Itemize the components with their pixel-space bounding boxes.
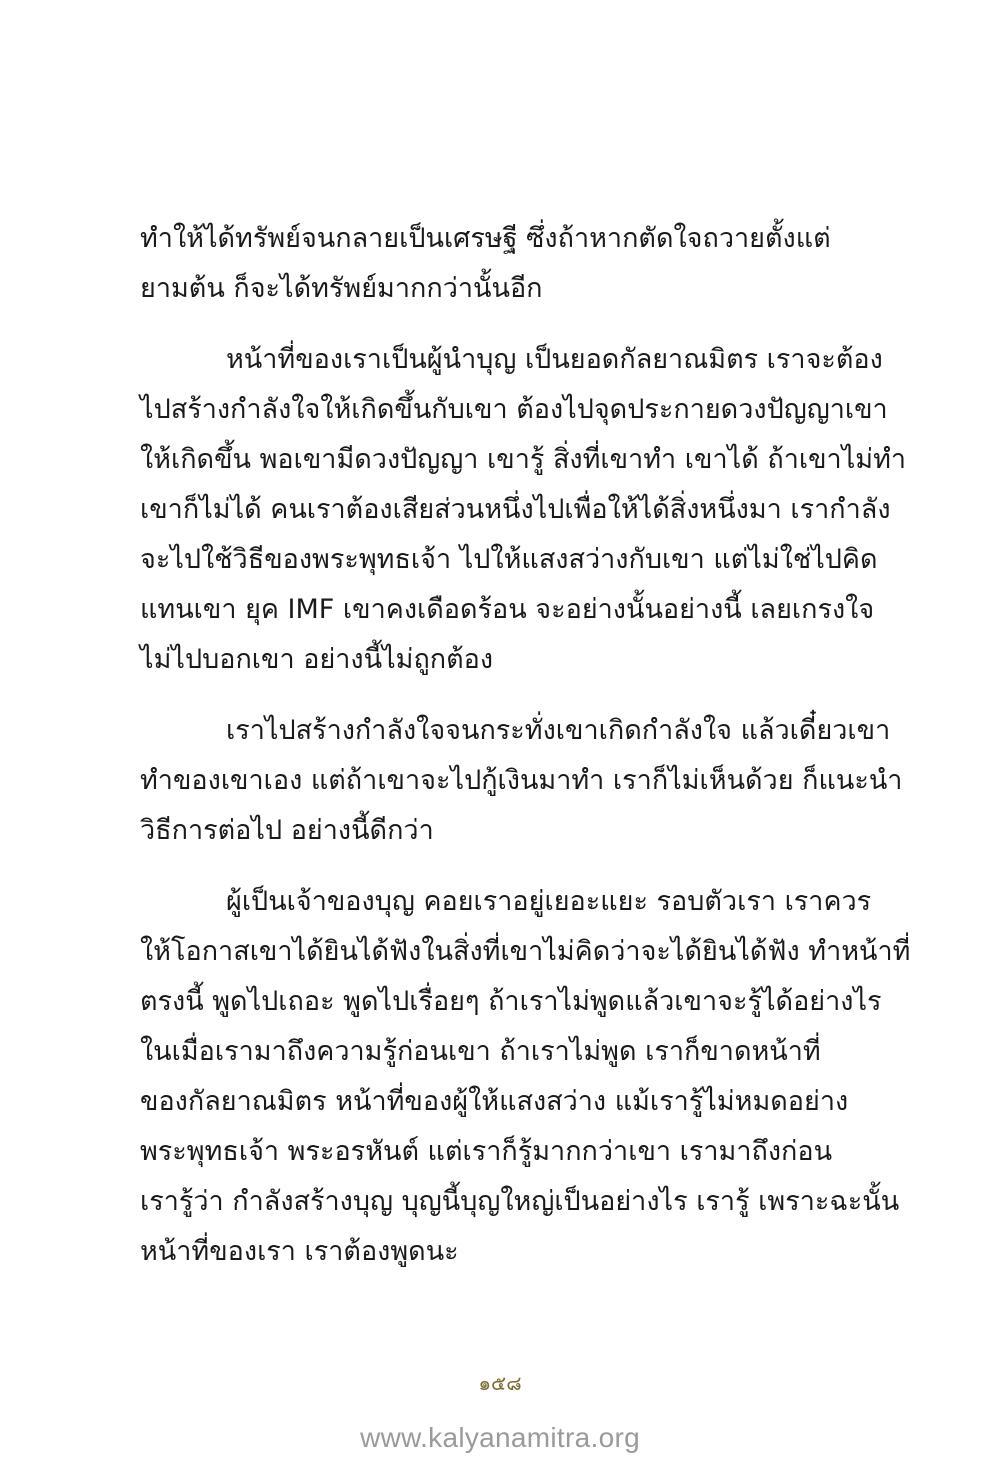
text-line: ทำของเขาเอง แต่ถ้าเขาจะไปกู้เงินมาทำ เราก็ไม่เห็นด้วย ก็แนะนำ	[140, 765, 903, 796]
text-line: เขาก็ไม่ได้ คนเราต้องเสียส่วนหนึ่งไปเพื่อให้ได้สิ่งหนึ่งมา เรากำลัง	[140, 494, 891, 525]
website-url: www.kalyanamitra.org	[360, 1422, 640, 1453]
text-line: ให้เกิดขึ้น พอเขามีดวงปัญญา เขารู้ สิ่งที่เขาทำ เขาได้ ถ้าเขาไม่ทำ	[140, 444, 907, 475]
paragraph-3	[140, 706, 903, 856]
paragraph-1	[140, 214, 840, 314]
page-number: ๑๕๘	[478, 1371, 522, 1395]
text-line: ไม่ไปบอกเขา อย่างนี้ไม่ถูกต้อง	[140, 644, 494, 675]
text-line: เราไปสร้างกำลังใจจนกระทั่งเขาเกิดกำลังใจ แล้วเดี๋ยวเขา	[226, 715, 891, 746]
paragraph-2	[140, 335, 907, 685]
text-line: จะไปใช้วิธีของพระพุทธเจ้า ไปให้แสงสว่างกับเขา แต่ไม่ใช่ไปคิด	[140, 544, 878, 575]
text-line: ในเมื่อเรามาถึงความรู้ก่อนเขา ถ้าเราไม่พูด เราก็ขาดหน้าที่	[140, 1036, 821, 1067]
text-line: ทำให้ได้ทรัพย์จนกลายเป็นเศรษฐี ซึ่งถ้าหากตัดใจถวายตั้งแต่	[140, 223, 831, 254]
text-line: วิธีการต่อไป อย่างนี้ดีกว่า	[140, 815, 434, 846]
text-line: ผู้เป็นเจ้าของบุญ คอยเราอยู่เยอะแยะ รอบตัวเรา เราควร	[226, 886, 872, 917]
text-line: ของกัลยาณมิตร หน้าที่ของผู้ให้แสงสว่าง แม้เรารู้ไม่หมดอย่าง	[140, 1086, 849, 1117]
text-line: หน้าที่ของเรา เราต้องพูดนะ	[140, 1236, 459, 1267]
paragraph-4	[140, 877, 911, 1277]
text-line: หน้าที่ของเราเป็นผู้นำบุญ เป็นยอดกัลยาณมิตร เราจะต้อง	[226, 344, 883, 375]
text-line: ตรงนี้ พูดไปเถอะ พูดไปเรื่อยๆ ถ้าเราไม่พูดแล้วเขาจะรู้ได้อย่างไร	[140, 986, 882, 1017]
text-line: ให้โอกาสเขาได้ยินได้ฟังในสิ่งที่เขาไม่คิดว่าจะได้ยินได้ฟัง ทำหน้าที่	[140, 936, 911, 967]
text-line: แทนเขา ยุค IMF เขาคงเดือดร้อน จะอย่างนั้นอย่างนี้ เลยเกรงใจ	[140, 594, 875, 625]
page-body	[140, 214, 911, 1298]
text-line: ยามต้น ก็จะได้ทรัพย์มากกว่านั้นอีก	[140, 273, 543, 304]
text-line: พระพุทธเจ้า พระอรหันต์ แต่เราก็รู้มากกว่าเขา เรามาถึงก่อน	[140, 1136, 833, 1167]
text-line: ไปสร้างกำลังใจให้เกิดขึ้นกับเขา ต้องไปจุดประกายดวงปัญญาเขา	[140, 394, 888, 425]
text-line: เรารู้ว่า กำลังสร้างบุญ บุญนี้บุญใหญ่เป็นอย่างไร เรารู้ เพราะฉะนั้น	[140, 1186, 900, 1217]
